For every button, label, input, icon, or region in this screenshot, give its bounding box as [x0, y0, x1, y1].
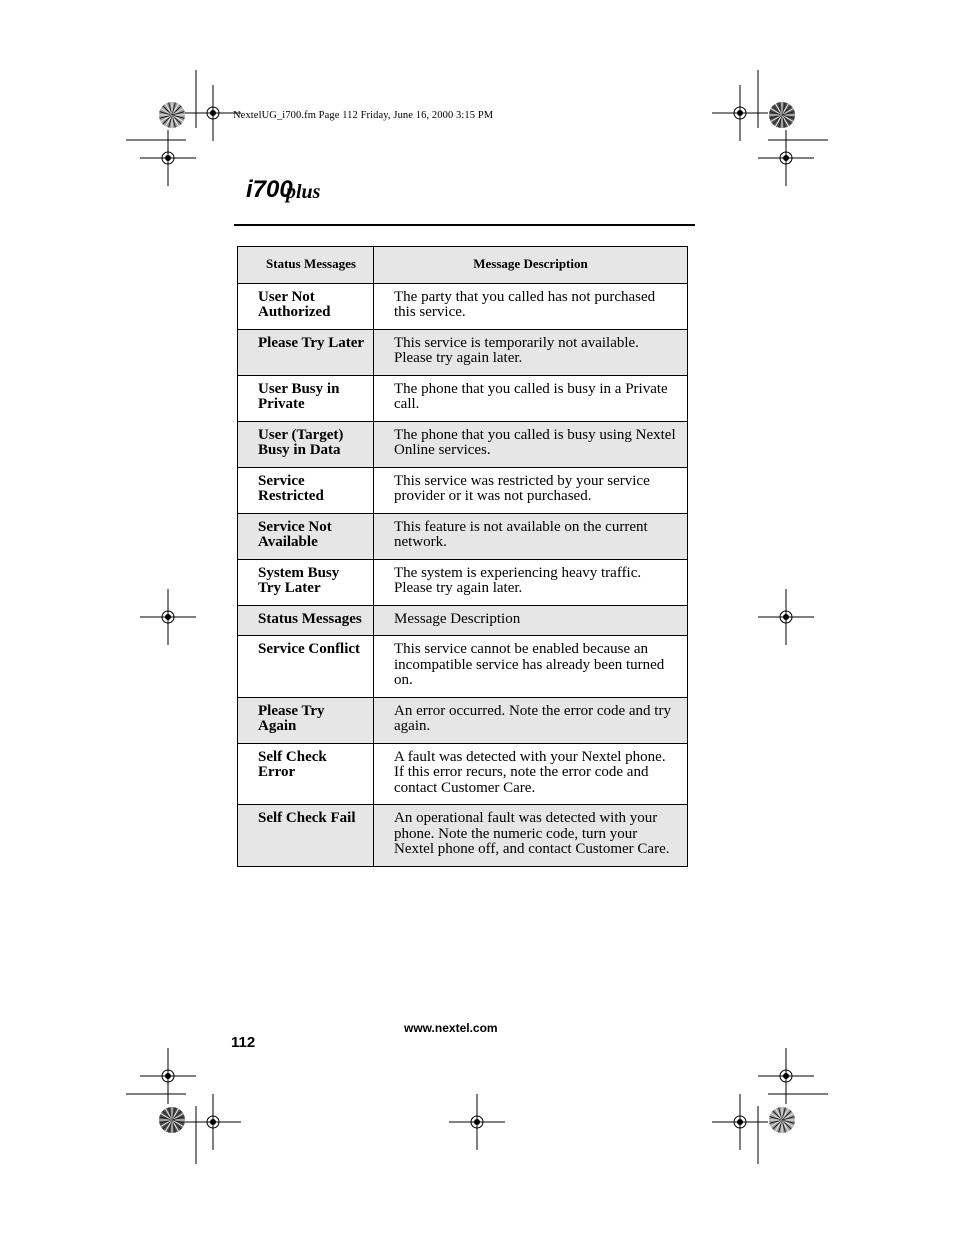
- table-row: [238, 421, 688, 467]
- table-row: [238, 805, 688, 867]
- table-row: [238, 636, 688, 698]
- registration-mark-icon: [185, 1094, 241, 1150]
- message-description-cell: Message Description: [374, 605, 688, 636]
- header-rule: [234, 224, 695, 226]
- registration-mark-icon: [758, 130, 814, 186]
- table-row: [238, 559, 688, 605]
- status-message-cell: System Busy Try Later: [238, 559, 374, 605]
- registration-mark-icon: [758, 589, 814, 645]
- status-message-cell: Self Check Fail: [238, 805, 374, 867]
- table-row: [238, 467, 688, 513]
- starburst-mark-icon: [769, 1107, 795, 1133]
- status-message-cell: Service Restricted: [238, 467, 374, 513]
- status-message-cell: User (Target) Busy in Data: [238, 421, 374, 467]
- message-description-cell: The phone that you called is busy using Nextel Online services.: [374, 421, 688, 467]
- footer-url: www.nextel.com: [404, 1021, 498, 1035]
- status-message-cell: User Not Authorized: [238, 283, 374, 329]
- table-row: [238, 743, 688, 805]
- message-description-cell: The phone that you called is busy in a Private call.: [374, 375, 688, 421]
- table-row: [238, 375, 688, 421]
- registration-mark-icon: [140, 130, 196, 186]
- registration-mark-icon: [758, 1048, 814, 1104]
- page-number: 112: [231, 1034, 256, 1051]
- registration-mark-icon: [449, 1094, 505, 1150]
- starburst-mark-icon: [769, 102, 795, 128]
- table-header-row: [238, 247, 688, 284]
- file-slug-text: NextelUG_i700.fm Page 112 Friday, June 16, 2000 3:15 PM: [233, 110, 494, 121]
- registration-mark-icon: [140, 589, 196, 645]
- message-description-cell: An error occurred. Note the error code and try again.: [374, 697, 688, 743]
- status-message-cell: Service Not Available: [238, 513, 374, 559]
- table-row: [238, 513, 688, 559]
- message-description-cell: An operational fault was detected with your phone. Note the numeric code, turn your Nextel phone off, and contact Customer Care.: [374, 805, 688, 867]
- logo-model-text: i700: [246, 176, 293, 203]
- message-description-cell: This service was restricted by your service provider or it was not purchased.: [374, 467, 688, 513]
- message-description-cell: This feature is not available on the current network.: [374, 513, 688, 559]
- registration-mark-icon: [712, 85, 768, 141]
- message-description-cell: The party that you called has not purchased this service.: [374, 283, 688, 329]
- status-message-cell: Status Messages: [238, 605, 374, 636]
- starburst-mark-icon: [159, 102, 185, 128]
- message-description-cell: The system is experiencing heavy traffic. Please try again later.: [374, 559, 688, 605]
- status-message-cell: Self Check Error: [238, 743, 374, 805]
- table-row: [238, 605, 688, 636]
- table-row: [238, 697, 688, 743]
- status-message-cell: Please Try Later: [238, 329, 374, 375]
- column-header-status: Status Messages: [238, 247, 374, 284]
- table-row: [238, 283, 688, 329]
- message-description-cell: This service is temporarily not available. Please try again later.: [374, 329, 688, 375]
- starburst-mark-icon: [159, 1107, 185, 1133]
- status-message-cell: User Busy in Private: [238, 375, 374, 421]
- status-messages-table: [237, 246, 687, 867]
- message-description-cell: A fault was detected with your Nextel phone. If this error recurs, note the error code and contact Customer Care.: [374, 743, 688, 805]
- registration-mark-icon: [140, 1048, 196, 1104]
- message-description-cell: This service cannot be enabled because an incompatible service has already been turned on.: [374, 636, 688, 698]
- status-message-cell: Service Conflict: [238, 636, 374, 698]
- registration-mark-icon: [712, 1094, 768, 1150]
- logo-suffix-text: plus: [286, 181, 321, 203]
- status-message-cell: Please Try Again: [238, 697, 374, 743]
- column-header-description: Message Description: [374, 247, 688, 284]
- table-row: [238, 329, 688, 375]
